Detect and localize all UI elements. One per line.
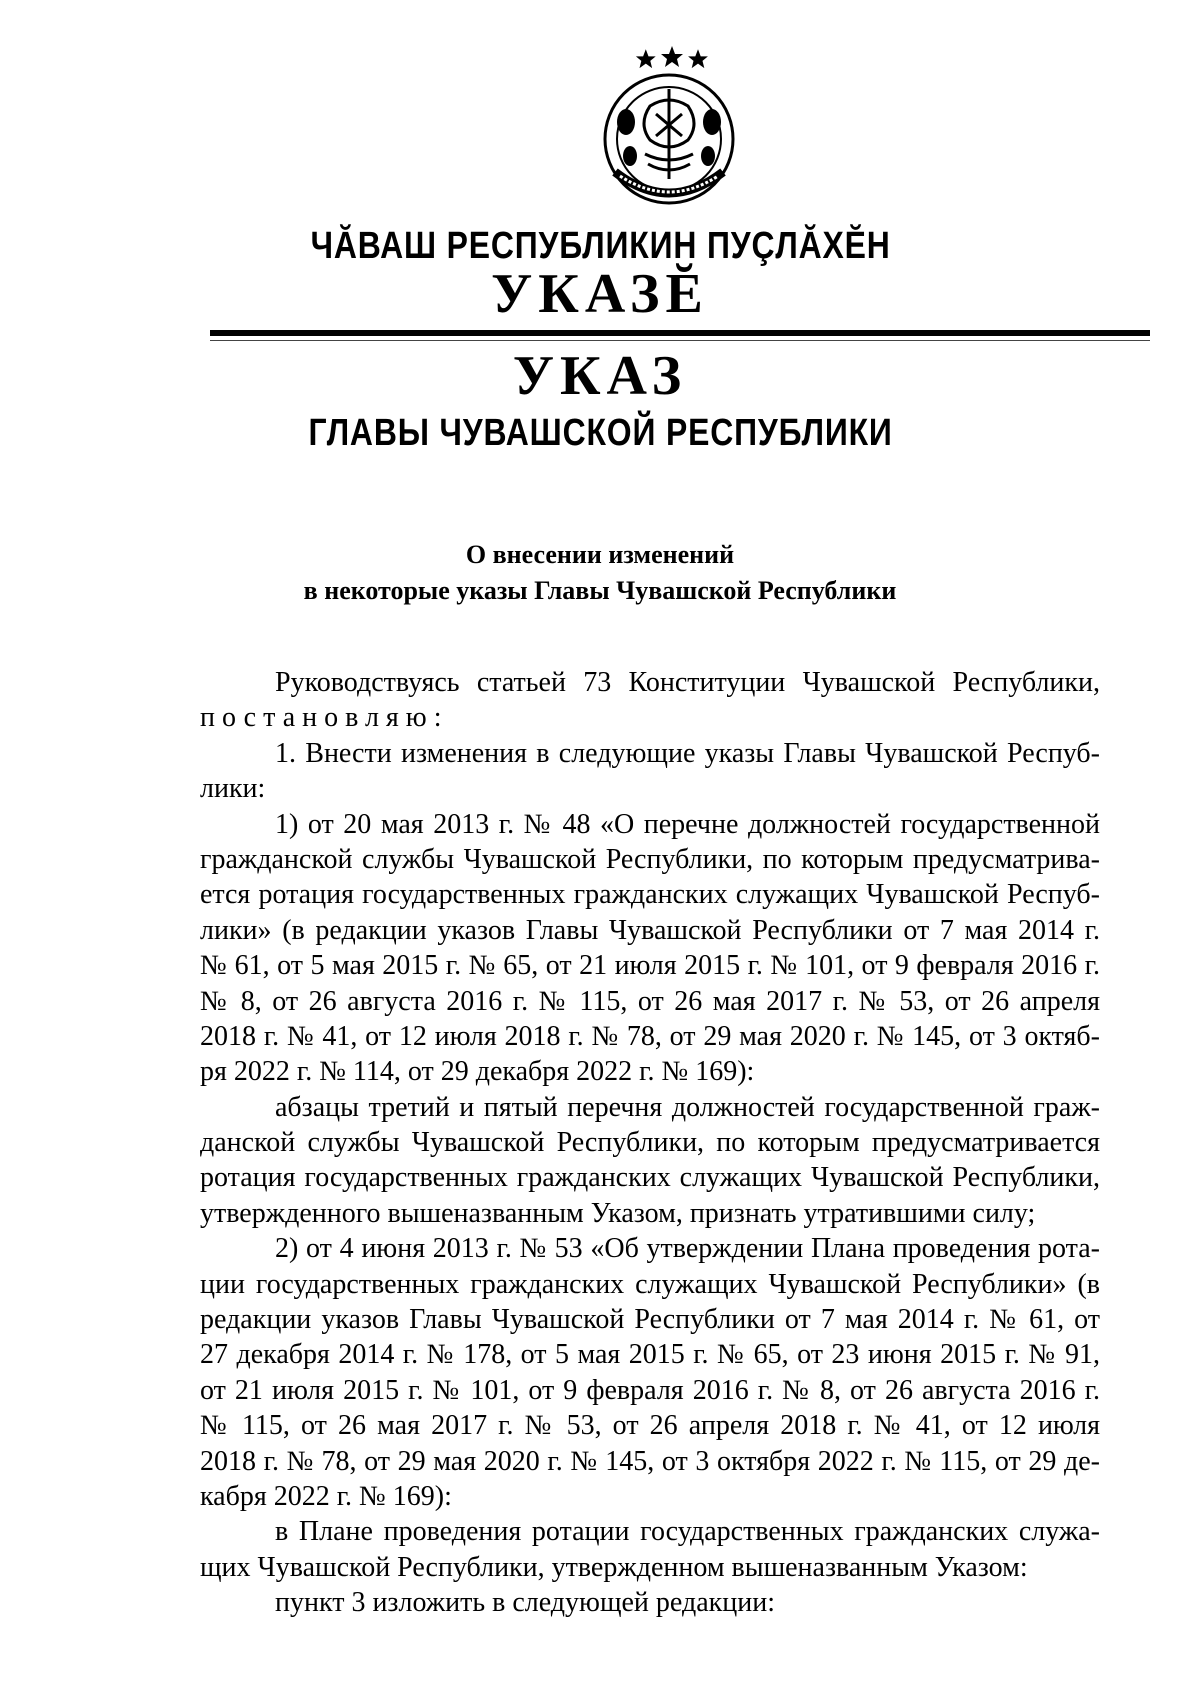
body-line: 2018 г. № 41, от 12 июля 2018 г. № 78, от 29 мая 2020 г. № 145, от 3 октяб- — [200, 1020, 1100, 1052]
chuvash-header-line-2: УКАЗĔ — [491, 263, 709, 325]
body-line: № 8, от 26 августа 2016 г. № 115, от 26 мая 2017 г. № 53, от 26 апреля — [200, 985, 1100, 1017]
body-line: редакции указов Главы Чувашской Республики от 7 мая 2014 г. № 61, от — [200, 1304, 1100, 1336]
body-line: от 21 июля 2015 г. № 101, от 9 февраля 2016 г. № 8, от 26 августа 2016 г. — [200, 1374, 1100, 1406]
body-line: лики: — [200, 773, 266, 805]
russian-header-line-2: ГЛАВЫ ЧУВАШСКОЙ РЕСПУБЛИКИ — [308, 412, 893, 454]
body-line: гражданской службы Чувашской Республики, по которым предусматрива- — [200, 843, 1100, 875]
coat-of-arms-icon — [590, 44, 748, 209]
body-line: утвержденного вышеназванным Указом, признать утратившими силу; — [200, 1197, 1036, 1229]
body-line: 1. Внести изменения в следующие указы Главы Чувашской Респуб- — [275, 737, 1100, 769]
body-line: в Плане проведения ротации государственных гражданских служа- — [275, 1516, 1100, 1548]
body-line: постановляю: — [200, 702, 449, 734]
body-line: абзацы третий и пятый перечня должностей государственной граж- — [275, 1091, 1100, 1123]
chuvash-header-line-1: ЧĂВАШ РЕСПУБЛИКИН ПУÇЛĂХĔН — [310, 225, 891, 267]
document-title-line-2: в некоторые указы Главы Чувашской Республики — [303, 576, 897, 605]
body-line: Руководствуясь статьей 73 Конституции Чувашской Республики, — [275, 667, 1100, 698]
body-line: № 115, от 26 мая 2017 г. № 53, от 26 апреля 2018 г. № 41, от 12 июля — [200, 1410, 1100, 1442]
body-line: ется ротация государственных гражданских служащих Чувашской Респуб- — [200, 879, 1100, 911]
russian-header-line-1: УКАЗ — [512, 345, 688, 407]
body-line: ря 2022 г. № 114, от 29 декабря 2022 г. № 169): — [200, 1056, 755, 1088]
body-line: данской службы Чувашской Республики, по которым предусматривается — [200, 1127, 1100, 1159]
document-title-line-1: О внесении изменений — [465, 540, 735, 569]
body-line: щих Чувашской Республики, утвержденном вышеназванным Указом: — [200, 1551, 1028, 1583]
body-line: лики» (в редакции указов Главы Чувашской Республики от 7 мая 2014 г. — [200, 914, 1100, 946]
header-divider-thick — [210, 330, 1150, 336]
body-line: № 61, от 5 мая 2015 г. № 65, от 21 июля 2015 г. № 101, от 9 февраля 2016 г. — [200, 950, 1100, 982]
body-line: ции государственных гражданских служащих Чувашской Республики» (в — [200, 1268, 1100, 1300]
body-line: кабря 2022 г. № 169): — [200, 1480, 452, 1512]
chuvash-coat-of-arms — [590, 44, 748, 209]
body-line: ротация государственных гражданских служащих Чувашской Республики, — [200, 1162, 1100, 1194]
body-line: 1) от 20 мая 2013 г. № 48 «О перечне должностей государственной — [275, 808, 1100, 840]
body-line: пункт 3 изложить в следующей редакции: — [275, 1587, 775, 1619]
header-divider-thin — [210, 340, 1150, 341]
body-line: 2) от 4 июня 2013 г. № 53 «Об утверждении Плана проведения рота- — [275, 1233, 1100, 1265]
document-body — [200, 665, 1100, 1621]
body-line: 2018 г. № 78, от 29 мая 2020 г. № 145, от 3 октября 2022 г. № 115, от 29 де- — [200, 1445, 1100, 1477]
body-line: 27 декабря 2014 г. № 178, от 5 мая 2015 г. № 65, от 23 июня 2015 г. № 91, — [200, 1339, 1100, 1371]
